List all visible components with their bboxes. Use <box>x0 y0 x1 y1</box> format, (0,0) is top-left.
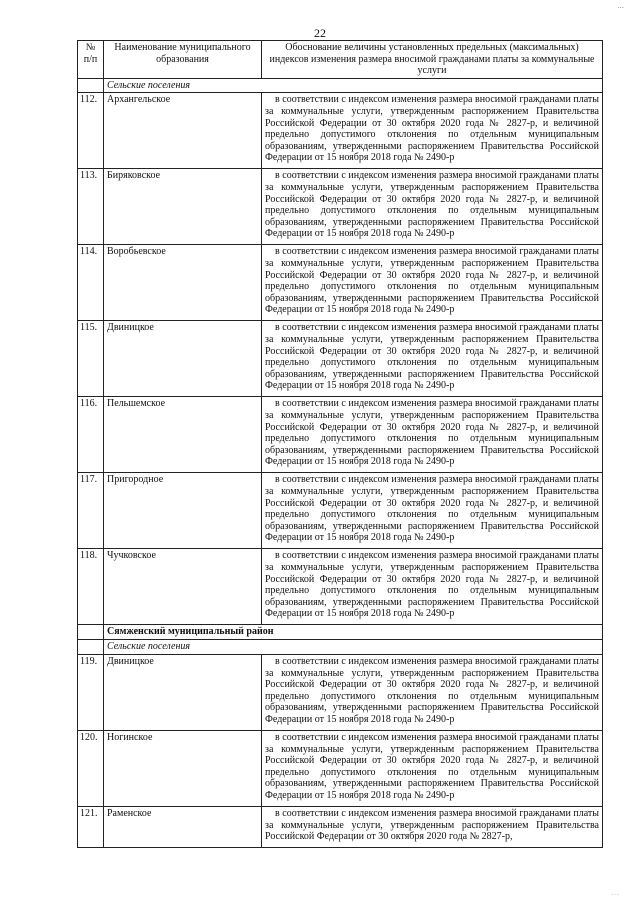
row-number: 115. <box>78 321 104 397</box>
municipality-name: Пельшемское <box>104 397 262 473</box>
subheader-num-cell <box>78 78 104 93</box>
subheader-row <box>78 640 603 655</box>
table-header-row <box>78 41 603 79</box>
municipality-name: Раменское <box>104 806 262 847</box>
subheader-num-cell <box>78 640 104 655</box>
table-row <box>78 397 603 473</box>
page-number: 22 <box>314 26 326 40</box>
tariff-index-table <box>77 40 603 848</box>
basis-text: в соответствии с индексом изменения размера вносимой гражданами платы за коммунальные услуги, утвержденным распоряжением Правительства Российской Федерации от 30 октября 2020 года № 2827-р, и величиной предельно допустимого отклонения по отдельным муниципальным образованиям, утвержденными распоряжением Правительства Российской Федерации от 15 ноября 2018 года № 2490-р <box>262 473 603 549</box>
basis-text: в соответствии с индексом изменения размера вносимой гражданами платы за коммунальные услуги, утвержденным распоряжением Правительства Российской Федерации от 30 октября 2020 года № 2827-р, и величиной предельно допустимого отклонения по отдельным муниципальным образованиям, утвержденными распоряжением Правительства Российской Федерации от 15 ноября 2018 года № 2490-р <box>262 397 603 473</box>
table-row <box>78 169 603 245</box>
row-number: 120. <box>78 730 104 806</box>
row-number: 113. <box>78 169 104 245</box>
municipality-name: Биряковское <box>104 169 262 245</box>
row-number: 119. <box>78 654 104 730</box>
basis-text: в соответствии с индексом изменения размера вносимой гражданами платы за коммунальные услуги, утвержденным распоряжением Правительства Российской Федерации от 30 октября 2020 года № 2827-р, и величиной предельно допустимого отклонения по отдельным муниципальным образованиям, утвержденными распоряжением Правительства Российской Федерации от 15 ноября 2018 года № 2490-р <box>262 654 603 730</box>
table-row <box>78 473 603 549</box>
subheader-label: Сельские поселения <box>104 640 603 655</box>
row-number: 121. <box>78 806 104 847</box>
basis-text: в соответствии с индексом изменения размера вносимой гражданами платы за коммунальные услуги, утвержденным распоряжением Правительства Российской Федерации от 30 октября 2020 года № 2827-р, и величиной предельно допустимого отклонения по отдельным муниципальным образованиям, утвержденными распоряжением Правительства Российской Федерации от 15 ноября 2018 года № 2490-р <box>262 549 603 625</box>
municipality-name: Архангельское <box>104 93 262 169</box>
row-number: 116. <box>78 397 104 473</box>
table-row <box>78 654 603 730</box>
municipality-name: Чучковское <box>104 549 262 625</box>
header-num: № п/п <box>78 41 104 79</box>
table-row <box>78 549 603 625</box>
municipality-name: Пригородное <box>104 473 262 549</box>
table-row <box>78 321 603 397</box>
row-number: 118. <box>78 549 104 625</box>
table-row <box>78 806 603 847</box>
basis-text: в соответствии с индексом изменения размера вносимой гражданами платы за коммунальные услуги, утвержденным распоряжением Правительства Российской Федерации от 30 октября 2020 года № 2827-р, и величиной предельно допустимого отклонения по отдельным муниципальным образованиям, утвержденными распоряжением Правительства Российской Федерации от 15 ноября 2018 года № 2490-р <box>262 169 603 245</box>
municipality-name: Двиницкое <box>104 321 262 397</box>
subheader-row <box>78 78 603 93</box>
table-row <box>78 245 603 321</box>
table-row <box>78 93 603 169</box>
row-number: 112. <box>78 93 104 169</box>
basis-text: в соответствии с индексом изменения размера вносимой гражданами платы за коммунальные услуги, утвержденным распоряжением Правительства Российской Федерации от 30 октября 2020 года № 2827-р, и величиной предельно допустимого отклонения по отдельным муниципальным образованиям, утвержденными распоряжением Правительства Российской Федерации от 15 ноября 2018 года № 2490-р <box>262 93 603 169</box>
header-name: Наименование муниципального образования <box>104 41 262 79</box>
table-row <box>78 730 603 806</box>
subheader-label: Сельские поселения <box>104 78 603 93</box>
basis-text: в соответствии с индексом изменения размера вносимой гражданами платы за коммунальные услуги, утвержденным распоряжением Правительства Российской Федерации от 30 октября 2020 года № 2827-р, и величиной предельно допустимого отклонения по отдельным муниципальным образованиям, утвержденными распоряжением Правительства Российской Федерации от 15 ноября 2018 года № 2490-р <box>262 321 603 397</box>
row-number: 117. <box>78 473 104 549</box>
district-name: Сямженский муниципальный район <box>104 625 603 640</box>
header-basis: Обоснование величины установленных предельных (максимальных) индексов изменения размера вносимой гражданами платы за коммунальные услуги <box>262 41 603 79</box>
basis-text: в соответствии с индексом изменения размера вносимой гражданами платы за коммунальные услуги, утвержденным распоряжением Правительства Российской Федерации от 30 октября 2020 года № 2827-р, и величиной предельно допустимого отклонения по отдельным муниципальным образованиям, утвержденными распоряжением Правительства Российской Федерации от 15 ноября 2018 года № 2490-р <box>262 730 603 806</box>
header-mark: ... <box>617 0 624 10</box>
district-num-cell <box>78 625 104 640</box>
district-row <box>78 625 603 640</box>
table-body <box>78 78 603 847</box>
basis-text: в соответствии с индексом изменения размера вносимой гражданами платы за коммунальные услуги, утвержденным распоряжением Правительства Российской Федерации от 30 октября 2020 года № 2827-р, и величиной предельно допустимого отклонения по отдельным муниципальным образованиям, утвержденными распоряжением Правительства Российской Федерации от 15 ноября 2018 года № 2490-р <box>262 245 603 321</box>
footer-mark: ... <box>611 888 620 897</box>
basis-text: в соответствии с индексом изменения размера вносимой гражданами платы за коммунальные услуги, утвержденным распоряжением Правительства Российской Федерации от 30 октября 2020 года № 2827-р, <box>262 806 603 847</box>
municipality-name: Ногинское <box>104 730 262 806</box>
municipality-name: Двиницкое <box>104 654 262 730</box>
row-number: 114. <box>78 245 104 321</box>
municipality-name: Воробьевское <box>104 245 262 321</box>
